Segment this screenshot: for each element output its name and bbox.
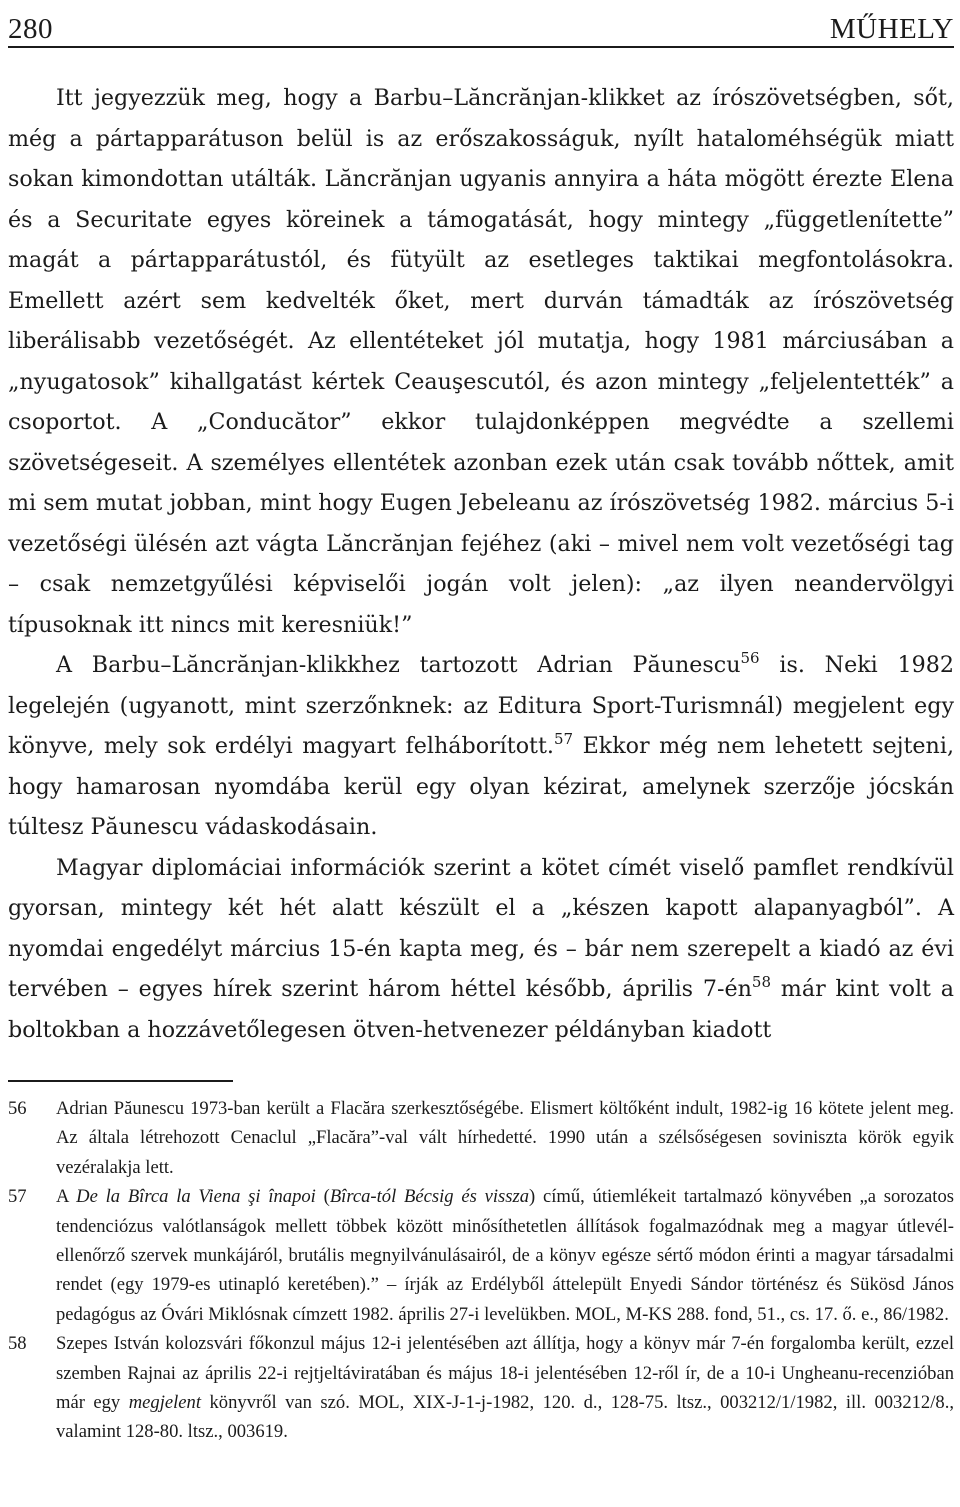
running-header [8, 0, 954, 48]
footnote-number: 56 [8, 1098, 27, 1119]
paragraph-3-text-a: Magyar diplomáciai információk szerint a kötet címét viselő pamflet rendkívül gyorsan, mintegy két hét alatt készült el a „készen kapott alapanyagból”. A nyomdai engedélyt március 15-én kapta meg, és – bár nem szerepelt a kiadó az évi tervében – egyes hírek szerint három héttel később, április 7-én [8, 854, 954, 1002]
footnote-57-mid: ( [315, 1186, 330, 1208]
main-text [8, 78, 954, 1050]
book-title-romanian: De la Bîrca la Viena şi înapoi [76, 1186, 316, 1208]
footnote-text: Adrian Păunescu 1973-ban került a Flacăra szerkesztőségébe. Elismert költőként indult, 1982-ig 16 kötete jelent meg. Az általa létrehozott Cenaclul „Flacăra”-val vált hírhedetté. 1990 után a szélsőségesen soviniszta körök egyik vezéralakja lett. [56, 1098, 954, 1178]
footnote-ref-57[interactable]: 57 [553, 730, 574, 748]
paragraph-2-text-a: A Barbu–Lăncrănjan-klikkhez tartozott Adrian Păunescu [56, 652, 741, 678]
footnote-58-pre: Szepes István kolozsvári főkonzul május 12-i jelentésében azt állítja, hogy a könyv már 7-én forgalomba került, ezzel szemben Rajnai az április 22-i rejtjeltáviratában és május 18-i jelentésében 12-ről ír, de a 10-i Ungheanu-recenzióban már egy [56, 1333, 954, 1414]
paragraph-1: Itt jegyezzük meg, hogy a Barbu–Lăncrănjan-klikket az írószövetségben, sőt, még a pártapparátuson belül is az erőszakosságuk, nyílt hataloméhségük miatt sokan kimondottan utálták. Lăncrănjan ugyanis annyira a háta mögött érezte Elena és a Securitate egyes köreinek a támogatását, hogy mintegy „függetlenítette” magát a pártapparátustól, és fütyült az esetleges taktikai megfontolásokra. Emellett azért sem kedvelték őket, mert durván támadták az írószövetség liberálisabb vezetőségét. Az ellentéteket jól mutatja, hogy 1981 márciusában a „nyugatosok” kihallgatást kértek Ceauşescutól, és azon mintegy „feljelentették” a csoportot. A „Conducător” ekkor tulajdonképpen megvédte a szellemi szövetségeseit. A személyes ellentétek azonban ezek után csak tovább nőttek, amit mi sem mutat jobban, mint hogy Eugen Jebeleanu az írószövetség 1982. március 5-i vezetőségi ülésén azt vágta Lăncrănjan fejéhez (aki – mivel nem volt vezetőségi tag – csak nemzetgyűlési képviselői jogán volt jelen): „az ilyen neandervölgyi típusoknak itt nincs mit keresniük!” [8, 85, 954, 638]
footnote-ref-58[interactable]: 58 [751, 973, 771, 991]
footnote-58-emphasis: megjelent [128, 1392, 201, 1414]
footnote-number: 57 [8, 1186, 27, 1208]
footnote-divider [8, 1080, 233, 1082]
paragraph-2 [8, 645, 954, 848]
paragraph-2-text-c: Ekkor még nem lehetett sejteni, hogy hamarosan nyomdába kerül egy olyan kézirat, amelynek szerzője jócskán túltesz Păunescu vádaskodásain. [8, 733, 954, 840]
footnote-57-pre: A [56, 1186, 77, 1208]
footnote-58 [8, 1329, 954, 1447]
footnote-57-rest: ) című, útiemlékeit tartalmazó könyvében „a sorozatos tendenciózus valótlanságok mellett többek között minősíthetetlen állítások fogalmazódnak meg a magyar útlevél-ellenőrző szervek munkájáról, brutális megnyilvánulásairól, de a könyv egésze sértő módon érinti a magyar társadalmi rendet (egy 1979-es utinapló keretében).” – írják az Erdélyből áttelepült Enyedi Sándor történész és Sükösd János pedagógus az Óvári Miklósnak címzett 1982. április 27-i levelükben. MOL, M-KS 288. fond, 51., cs. 17. ő. e., 86/1982. [56, 1186, 954, 1325]
footnote-text [56, 1329, 954, 1447]
footnote-56 [8, 1094, 954, 1182]
footnote-58-rest: könyvről van szó. MOL, XIX-J-1-j-1982, 120. d., 128-75. ltsz., 003212/1/1982, ill. 003212/8., valamint 128-80. ltsz., 003619. [56, 1392, 954, 1443]
paragraph-3 [8, 848, 954, 1051]
book-title-hungarian: Bîrca-tól Bécsig és vissza [329, 1186, 529, 1208]
footnote-number: 58 [8, 1333, 27, 1355]
footnote-ref-56[interactable]: 56 [740, 649, 760, 667]
footnote-text [56, 1182, 954, 1329]
section-title: MŰHELY [829, 13, 954, 45]
paragraph-2-text-b: is. Neki 1982 legelején (ugyanott, mint szerzőnknek: az Editura Sport-Turismnál) megjelent egy könyve, mely sok erdélyi magyart felháborított. [8, 652, 954, 759]
footnote-57 [8, 1182, 954, 1329]
paragraph-3-text-b: már kint volt a boltokban a hozzávetőlegesen ötven-hetvenezer példányban kiadott [8, 976, 954, 1043]
page-number: 280 [8, 13, 53, 45]
footnotes [8, 1094, 954, 1447]
